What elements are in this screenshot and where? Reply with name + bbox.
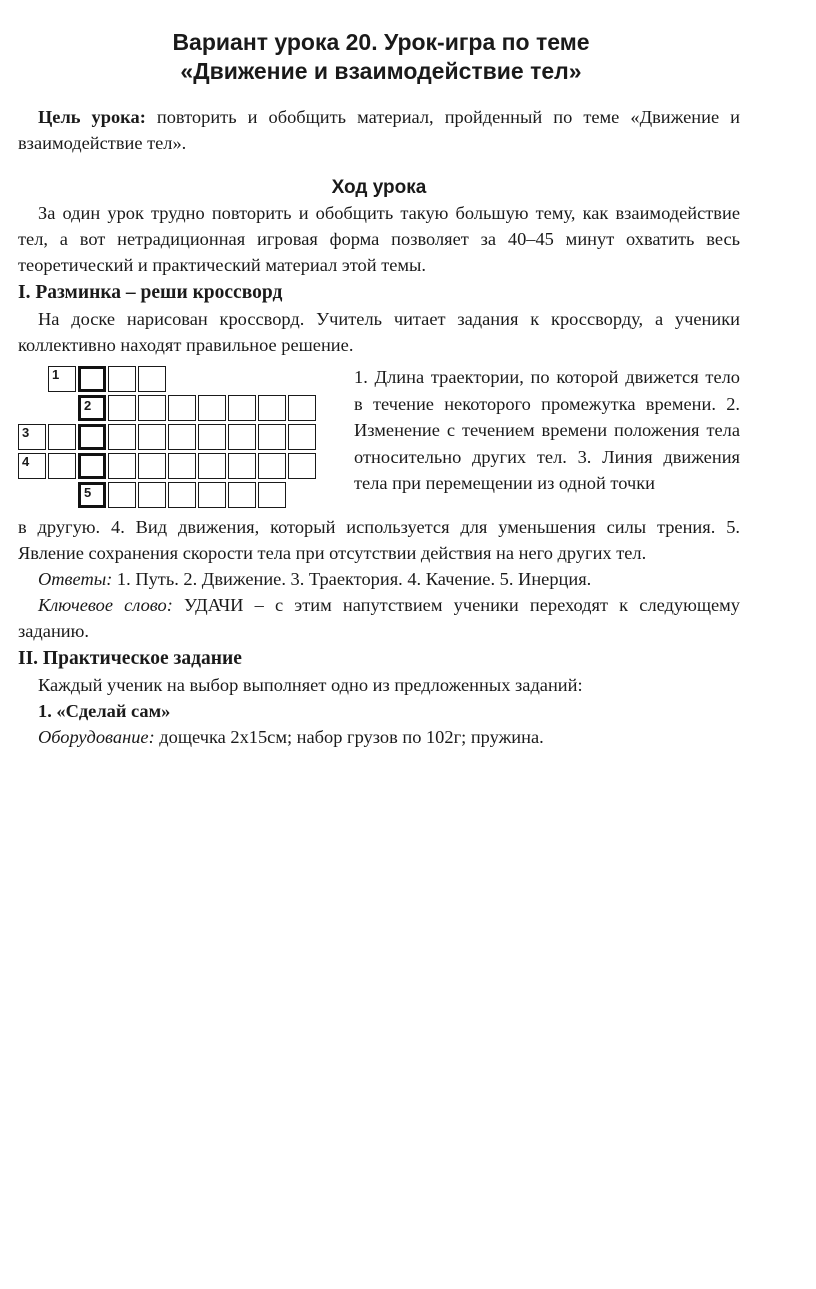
crossword-cell xyxy=(228,482,256,508)
crossword-cell xyxy=(288,424,316,450)
section-2-intro: Каждый ученик на выбор выполняет одно из предложенных заданий: xyxy=(38,675,583,695)
crossword-cell xyxy=(138,453,166,479)
title-line-2: «Движение и взаимодействие тел» xyxy=(180,58,582,84)
keyword xyxy=(18,592,740,644)
crossword-cell xyxy=(108,424,136,450)
crossword-cell xyxy=(108,366,136,392)
keyword-text: УДАЧИ – с этим напутствием ученики переходят к следующему заданию. xyxy=(18,595,740,641)
section-2-heading: II. Практическое задание xyxy=(18,648,242,669)
task-1-equipment xyxy=(18,724,740,750)
crossword-cell xyxy=(18,453,46,479)
crossword-cell xyxy=(228,453,256,479)
crossword-number-2: 2 xyxy=(84,398,92,413)
crossword-cell xyxy=(138,395,166,421)
equipment-text: дощечка 2х15см; набор грузов по 102г; пружина. xyxy=(154,727,544,747)
answers-label: Ответы: xyxy=(38,569,113,589)
crossword-cell xyxy=(108,453,136,479)
lesson-goal-label: Цель урока: xyxy=(38,107,146,127)
crossword-grid xyxy=(18,366,323,511)
task-1-heading: 1. «Сделай сам» xyxy=(38,701,171,721)
crossword-cell xyxy=(288,453,316,479)
crossword-key-cell xyxy=(78,482,106,508)
crossword-cell xyxy=(198,482,226,508)
crossword-cell xyxy=(258,424,286,450)
crossword-cell xyxy=(108,482,136,508)
crossword-cell xyxy=(48,424,76,450)
crossword-cell xyxy=(198,453,226,479)
crossword-cell xyxy=(138,482,166,508)
crossword-cell xyxy=(168,482,196,508)
answers-text: 1. Путь. 2. Движение. 3. Траектория. 4. Качение. 5. Инерция. xyxy=(112,569,592,589)
crossword-number-4: 4 xyxy=(22,454,30,469)
crossword-number-3: 3 xyxy=(22,425,30,440)
section-1-heading: I. Разминка – реши кроссворд xyxy=(18,282,283,303)
crossword-cell xyxy=(168,424,196,450)
crossword-cell xyxy=(258,482,286,508)
lesson-goal-text: повторить и обобщить материал, пройденный по теме «Движение и взаимодействие тел». xyxy=(18,107,740,153)
course-intro: За один урок трудно повторить и обобщить такую большую тему, как взаимодействие тел, а вот нетрадиционная игровая форма позволяет за 40–45 минут охватить весь теоретический и практический материал этой темы. xyxy=(18,203,740,275)
lesson-goal xyxy=(18,104,740,156)
equipment-label: Оборудование: xyxy=(38,727,155,747)
crossword-cell xyxy=(138,424,166,450)
crossword-block xyxy=(18,364,740,514)
crossword-clues-side: 1. Длина траектории, по которой движется тело в течение некоторого промежутка времени. 2. Изменение с течением времени положения тела относительно других тел. 3. Линия движения тела при перемещении из одной точки xyxy=(354,367,740,493)
crossword-cell xyxy=(228,424,256,450)
crossword-key-cell xyxy=(78,424,106,450)
crossword-cell xyxy=(258,395,286,421)
crossword-key-cell xyxy=(78,366,106,392)
section-1-intro: На доске нарисован кроссворд. Учитель читает задания к кроссворду, а ученики коллективно находят правильное решение. xyxy=(18,309,740,355)
crossword-cell xyxy=(198,424,226,450)
crossword-cell xyxy=(48,453,76,479)
crossword-cell xyxy=(228,395,256,421)
crossword-key-cell xyxy=(78,395,106,421)
crossword-number-5: 5 xyxy=(84,485,92,500)
document-page xyxy=(18,22,740,750)
crossword-cell xyxy=(48,366,76,392)
crossword-cell xyxy=(288,395,316,421)
crossword-cell xyxy=(198,395,226,421)
crossword-cell xyxy=(168,395,196,421)
crossword-cell xyxy=(138,366,166,392)
crossword-cell xyxy=(108,395,136,421)
crossword-key-cell xyxy=(78,453,106,479)
crossword-cell xyxy=(258,453,286,479)
crossword-clues-continued: в другую. 4. Вид движения, который используется для уменьшения силы трения. 5. Явление сохранения скорости тела при отсутствии действия на него других тел. xyxy=(18,517,740,563)
course-heading: Ход урока xyxy=(331,177,427,198)
keyword-label: Ключевое слово: xyxy=(38,595,173,615)
crossword-cell xyxy=(168,453,196,479)
title-line-1: Вариант урока 20. Урок-игра по теме xyxy=(172,29,590,55)
page-title xyxy=(18,28,740,86)
answers xyxy=(18,566,740,592)
crossword-cell xyxy=(18,424,46,450)
crossword-number-1: 1 xyxy=(52,367,60,382)
